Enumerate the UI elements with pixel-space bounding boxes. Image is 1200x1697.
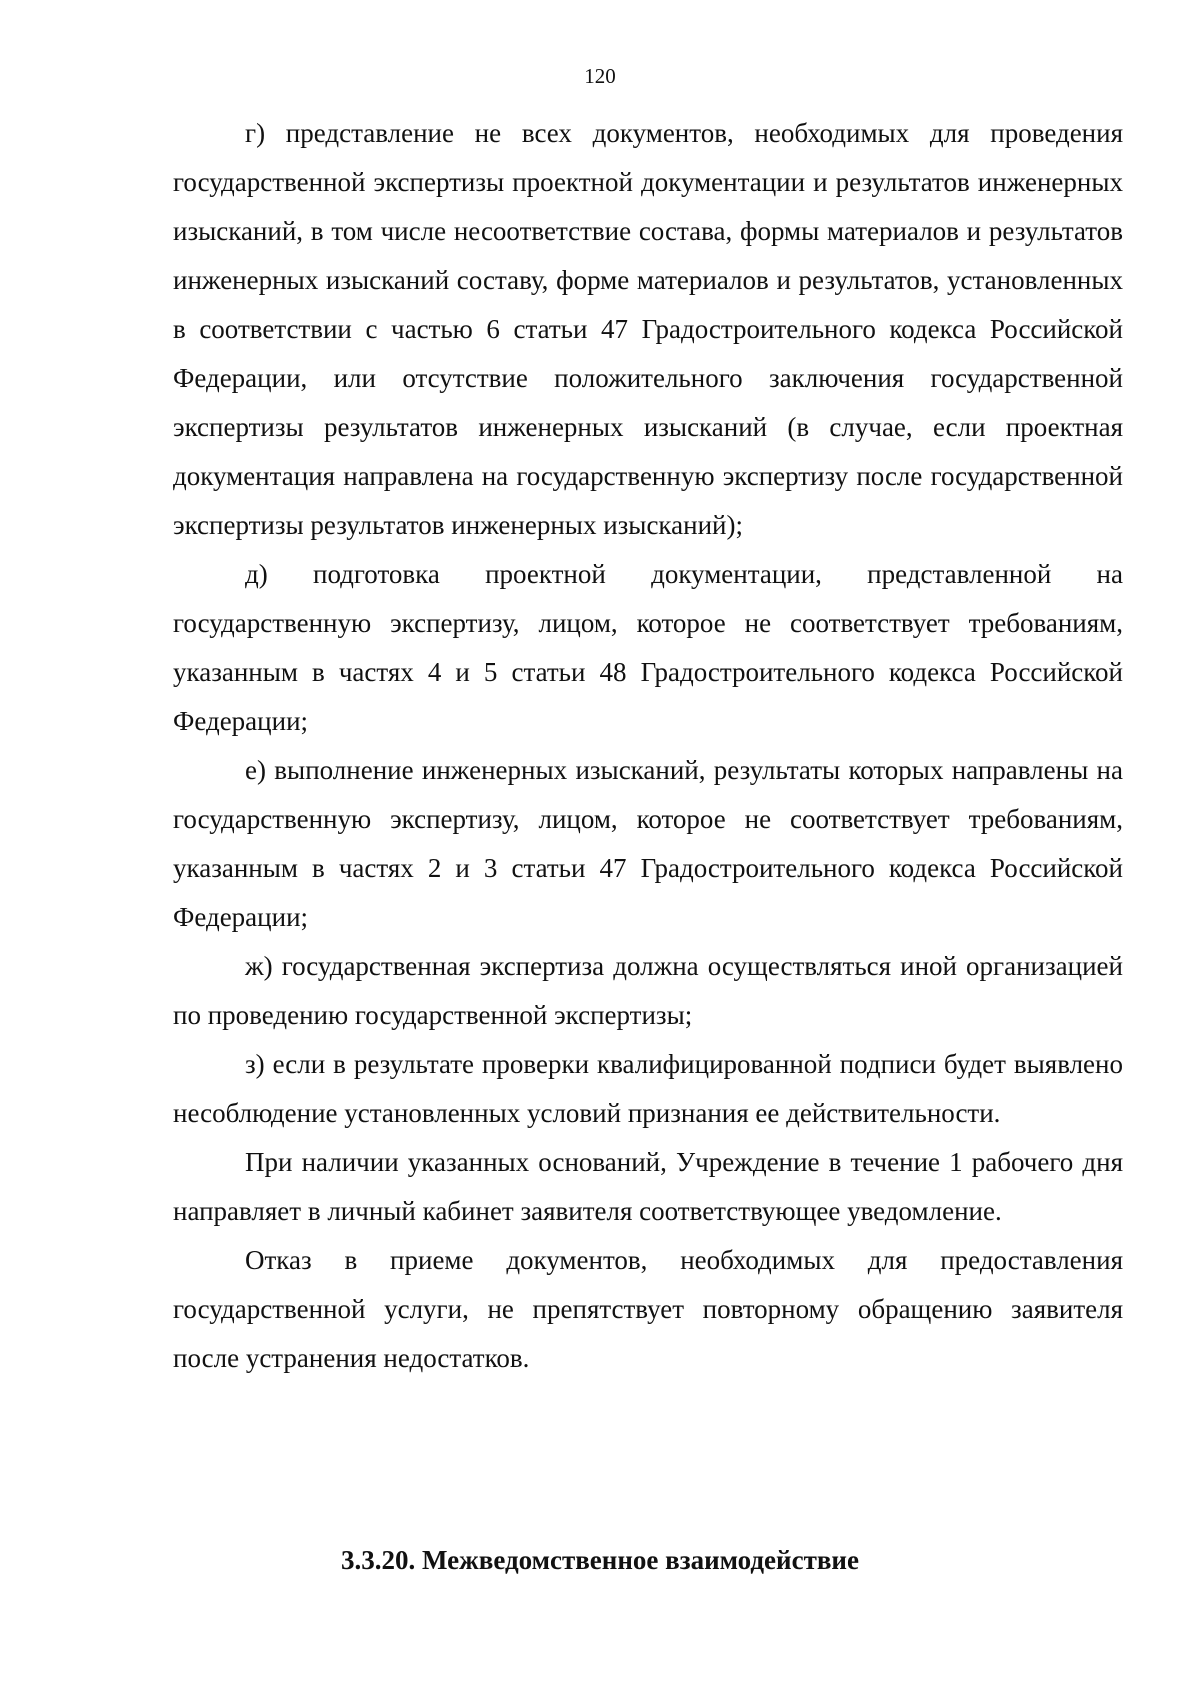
paragraph-item-d: д) подготовка проектной документации, представленной на государственную экспертизу, лицом, которое не соответствует требованиям, указанным в частях 4 и 5 статьи 48 Градостроительного кодекса Российской Федерации; bbox=[173, 559, 1123, 736]
paragraph-item-zh: ж) государственная экспертиза должна осуществляться иной организацией по проведению государственной экспертизы; bbox=[173, 951, 1123, 1030]
section-heading: 3.3.20. Межведомственное взаимодействие bbox=[341, 1545, 859, 1575]
paragraph-item-e: е) выполнение инженерных изысканий, результаты которых направлены на государственную экспертизу, лицом, которое не соответствует требованиям, указанным в частях 2 и 3 статьи 47 Градостроительного кодекса Российской Федерации; bbox=[173, 755, 1123, 932]
paragraph-item-g: г) представление не всех документов, необходимых для проведения государственной экспертизы проектной документации и результатов инженерных изысканий, в том числе несоответствие состава, формы материалов и результатов инженерных изысканий составу, форме материалов и результатов, установленных в соответствии с частью 6 статьи 47 Градостроительного кодекса Российской Федерации, или отсутствие положительного заключения государственной экспертизы результатов инженерных изысканий (в случае, если проектная документация направлена на государственную экспертизу после государственной экспертизы результатов инженерных изысканий); bbox=[173, 118, 1123, 540]
paragraph-refusal: Отказ в приеме документов, необходимых для предоставления государственной услуги, не препятствует повторному обращению заявителя после устранения недостатков. bbox=[173, 1245, 1123, 1373]
paragraph-item-z: з) если в результате проверки квалифицированной подписи будет выявлено несоблюдение установленных условий признания ее действительности. bbox=[173, 1049, 1123, 1128]
document-body bbox=[173, 109, 1123, 1383]
paragraph-notice: При наличии указанных оснований, Учреждение в течение 1 рабочего дня направляет в личный кабинет заявителя соответствующее уведомление. bbox=[173, 1147, 1123, 1226]
page-number: 120 bbox=[584, 64, 616, 88]
